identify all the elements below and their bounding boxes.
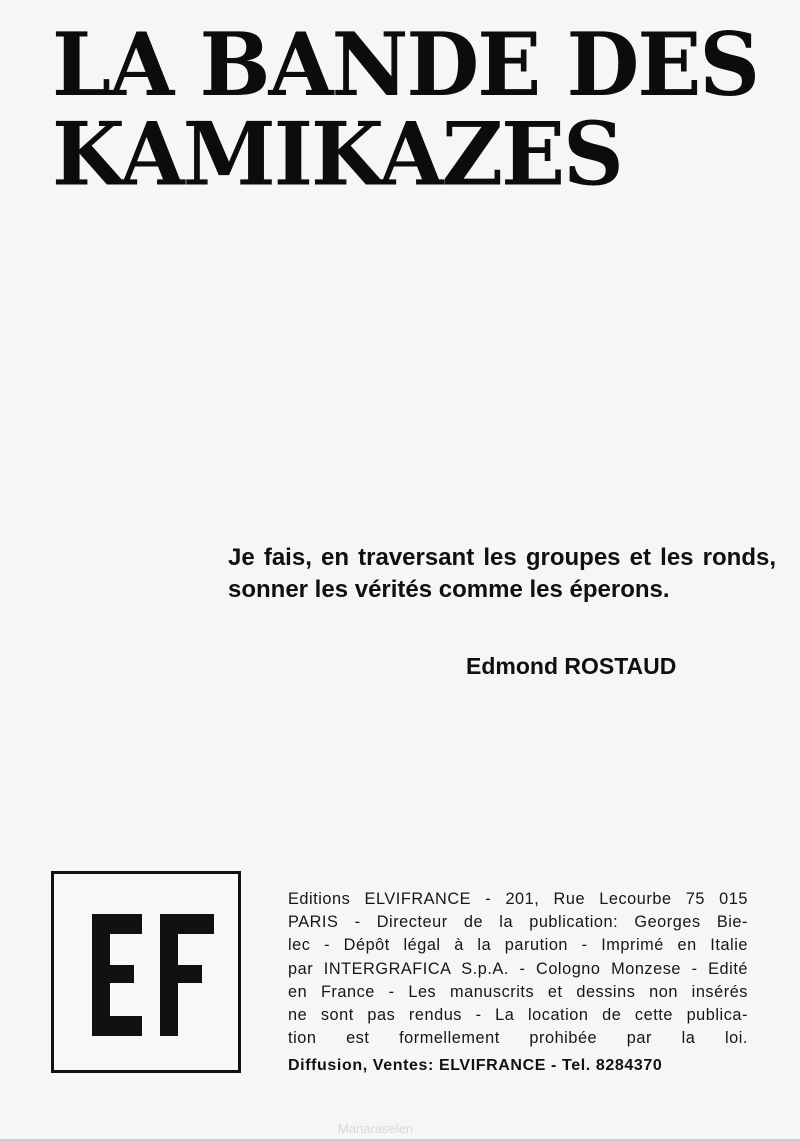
imprint-line-7: tion est formellement prohibée par la loi. [288,1029,748,1048]
ef-logo-icon [90,910,216,1040]
scan-watermark: Manaraselen [338,1121,414,1136]
imprint-line-3: lec - Dépôt légal à la parution - Imprimé en Italie [288,936,748,955]
publisher-logo [51,871,241,1073]
epigraph-author: Edmond ROSTAUD [466,653,677,679]
imprint-line-1: Editions ELVIFRANCE - 201, Rue Lecourbe 75 015 [288,890,748,908]
book-title [52,12,792,206]
imprint-line-4: par INTERGRAFICA S.p.A. - Cologno Monzese - Edité [288,959,748,978]
diffusion-contact: Diffusion, Ventes: ELVIFRANCE - Tel. 8284370 [288,1057,663,1074]
imprint-line-6: ne sont pas rendus - La location de cette publica- [288,1006,748,1025]
book-title-line-1: LA BANDE DES [52,12,759,116]
book-title-line-2: KAMIKAZES [52,102,622,206]
imprint-notice [288,888,748,1050]
epigraph-quote: Je fais, en traversant les groupes et les ronds, sonner les vérités comme les éperons. [228,544,776,603]
imprint-line-5: en France - Les manuscrits et dessins non insérés [288,982,748,1001]
imprint-line-2: PARIS - Directeur de la publication: Georges Bie- [288,913,748,932]
